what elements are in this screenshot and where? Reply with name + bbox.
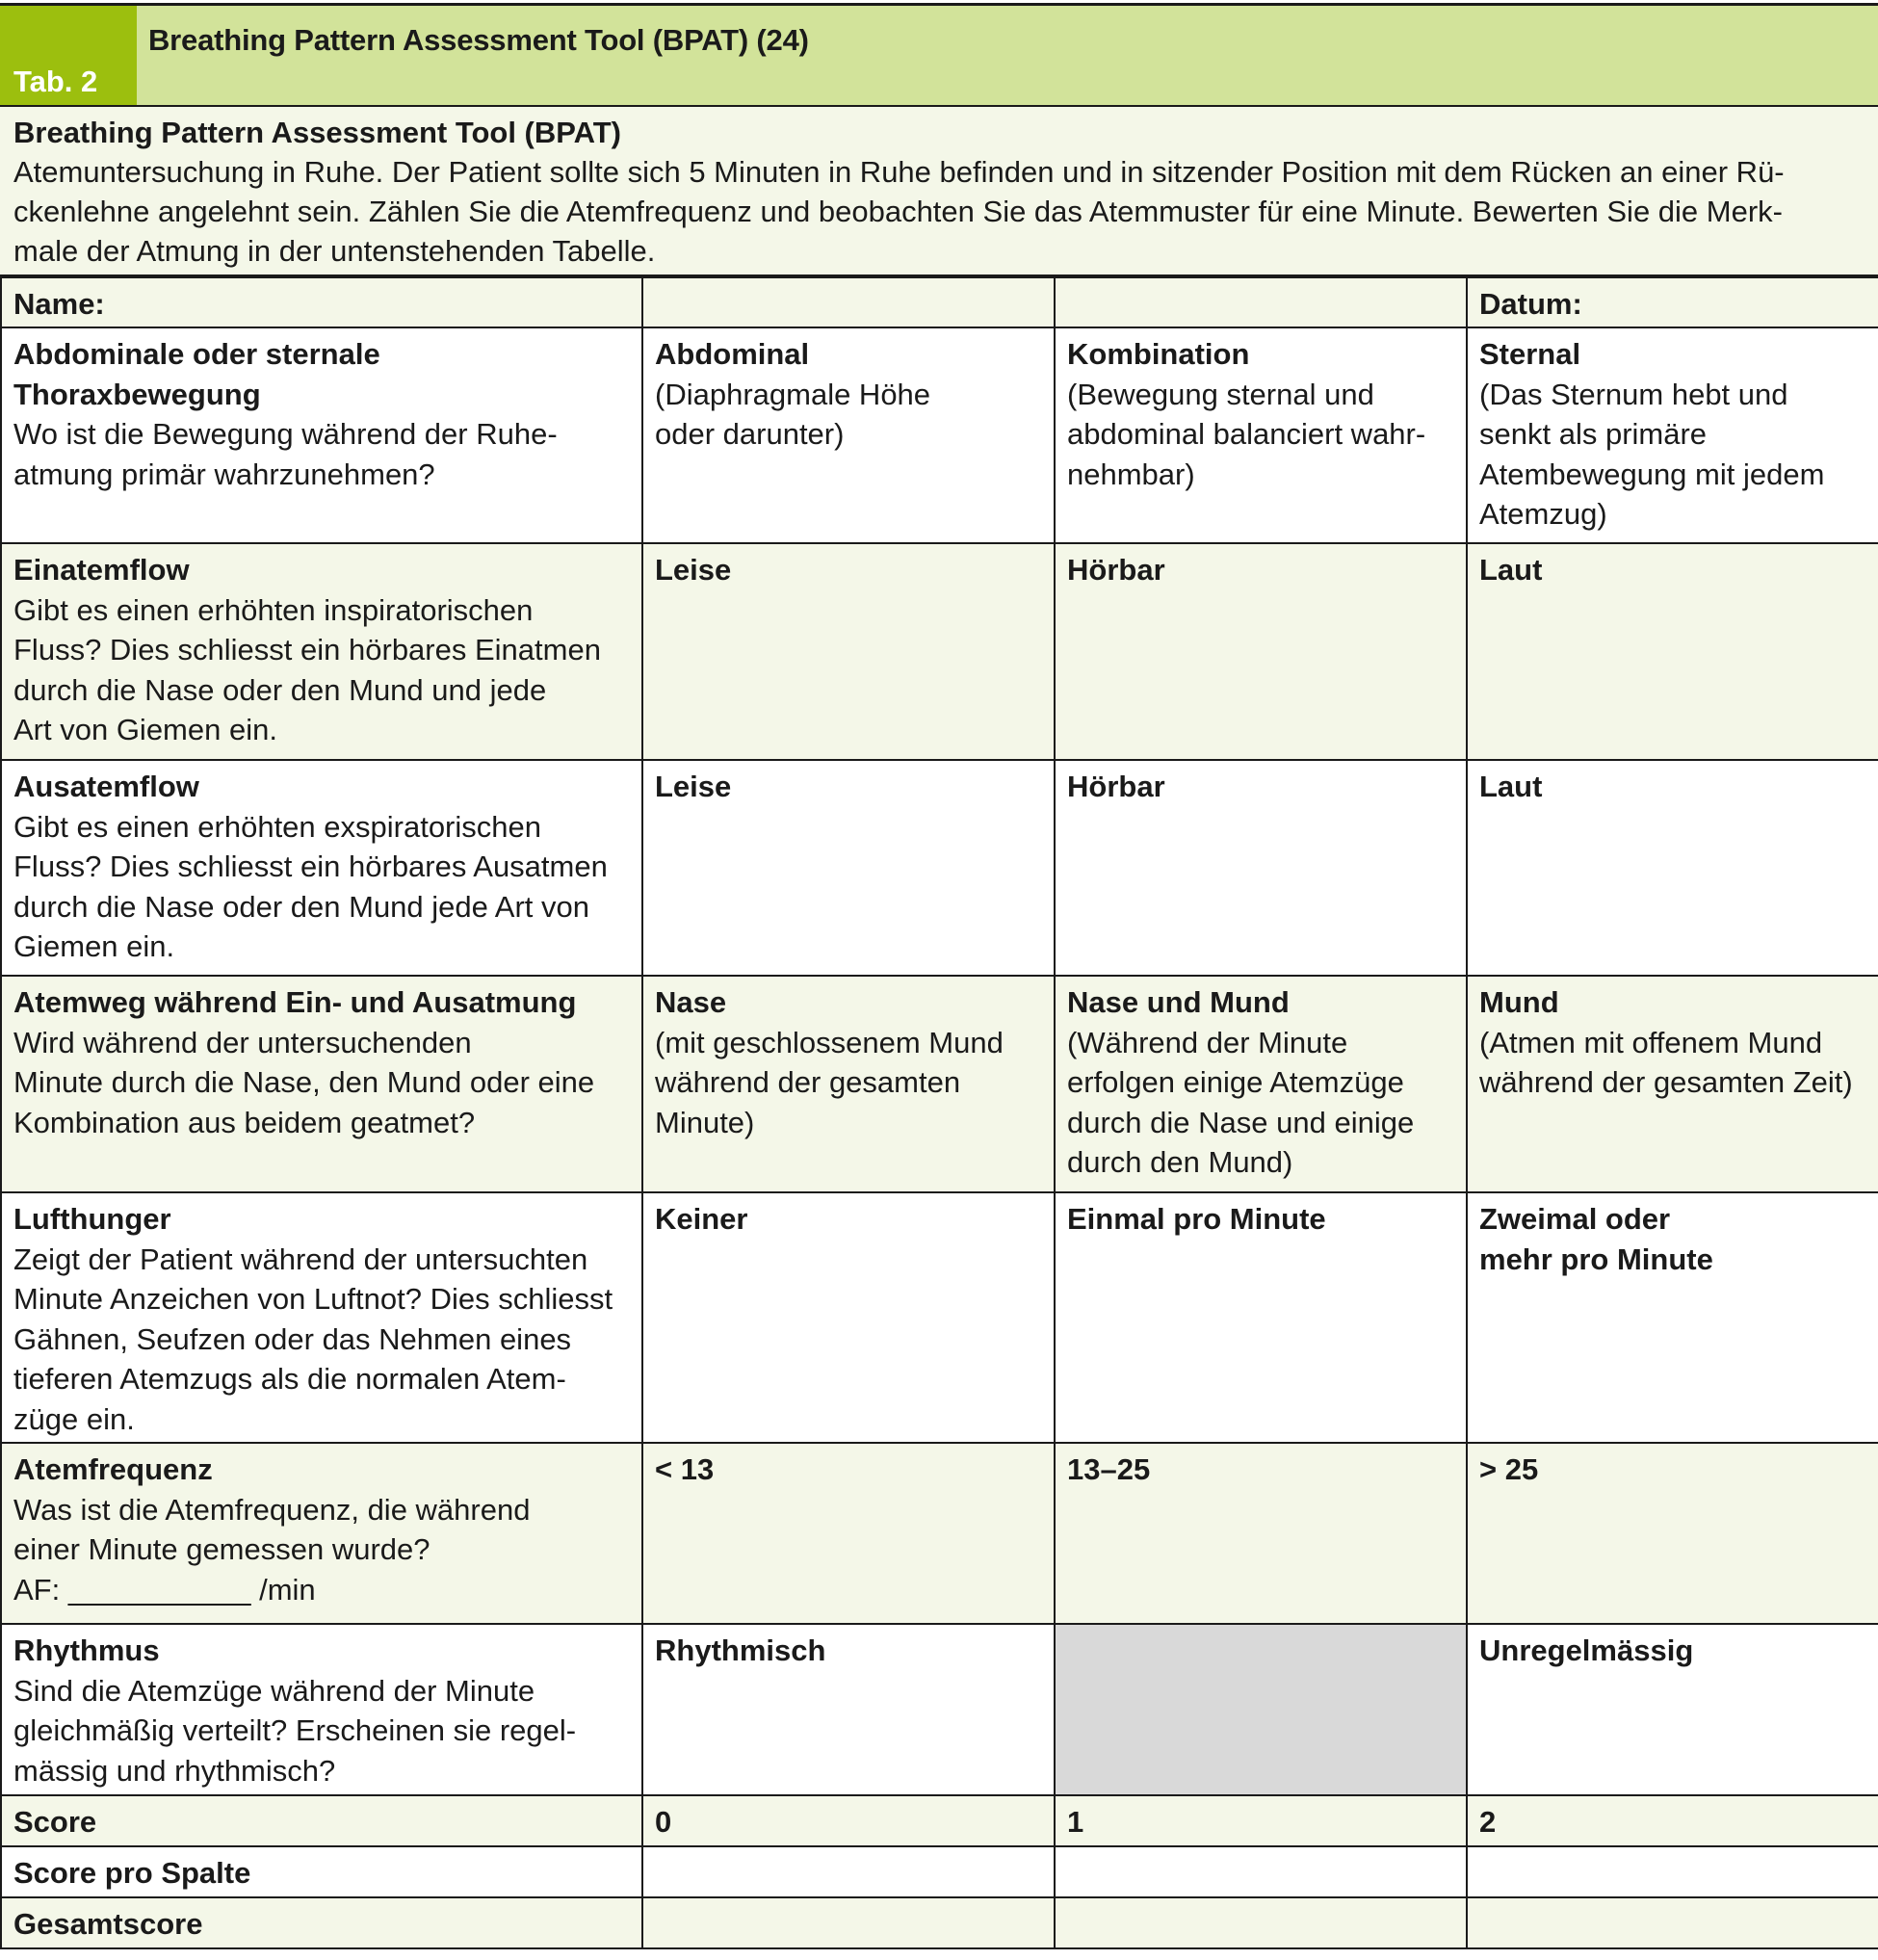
table-row xyxy=(1,760,1878,976)
option-title: Laut xyxy=(1479,553,1543,587)
criterion-desc-line: züge ein. xyxy=(13,1401,135,1436)
criterion-cell xyxy=(1,327,642,543)
name-label: Name: xyxy=(13,287,105,321)
score-per-column-input[interactable] xyxy=(642,1846,1055,1897)
option-title: Nase und Mund xyxy=(1067,985,1290,1019)
table-row xyxy=(1,1192,1878,1443)
option-title: Leise xyxy=(655,553,732,587)
criterion-title: Atemfrequenz xyxy=(13,1452,213,1486)
criterion-cell xyxy=(1,543,642,760)
table-title: Breathing Pattern Assessment Tool (BPAT) (24) xyxy=(137,6,1878,105)
criterion-desc-line: Giemen ein. xyxy=(13,929,175,963)
score-0-option[interactable] xyxy=(642,1443,1055,1624)
criterion-title: Atemweg während Ein- und Ausatmung xyxy=(13,985,577,1019)
option-desc-line: (Diaphragmale Höhe xyxy=(655,377,931,411)
criterion-desc-line: Kombination aus beidem geatmet? xyxy=(13,1105,476,1139)
option-desc-line: (Während der Minute xyxy=(1067,1025,1348,1059)
criterion-desc-line: tieferen Atemzugs als die normalen Atem- xyxy=(13,1362,566,1396)
score-0-option[interactable] xyxy=(642,1624,1055,1795)
score-per-column-label: Score pro Spalte xyxy=(13,1856,251,1890)
score-0-option[interactable] xyxy=(642,760,1055,976)
criterion-title: Einatemflow xyxy=(13,553,190,587)
total-score-input[interactable] xyxy=(1467,1897,1878,1948)
option-title: Einmal pro Minute xyxy=(1067,1202,1326,1236)
option-title: Hörbar xyxy=(1067,553,1165,587)
option-title: Abdominal xyxy=(655,337,810,371)
criterion-cell xyxy=(1,1624,642,1795)
criterion-desc-line: Zeigt der Patient während der untersuchten xyxy=(13,1241,588,1276)
total-score-label-cell xyxy=(1,1897,642,1948)
score-value: 0 xyxy=(655,1805,672,1839)
option-desc-line: während der gesamten xyxy=(655,1065,961,1099)
score-2-option[interactable] xyxy=(1467,1192,1878,1443)
total-score-label: Gesamtscore xyxy=(13,1907,203,1941)
score-row xyxy=(1,1795,1878,1846)
criterion-cell xyxy=(1,976,642,1192)
criterion-desc-line: durch die Nase oder den Mund und jede xyxy=(13,672,547,707)
criterion-desc-line: durch die Nase oder den Mund jede Art von xyxy=(13,889,589,924)
score-per-column-row xyxy=(1,1846,1878,1897)
score-1-option[interactable] xyxy=(1055,1443,1467,1624)
criterion-desc-line: Gähnen, Seufzen oder das Nehmen eines xyxy=(13,1321,572,1356)
option-desc-line: während der gesamten Zeit) xyxy=(1479,1065,1853,1099)
date-label: Datum: xyxy=(1479,287,1582,321)
intro-text-line: male der Atmung in der untenstehenden Tabelle. xyxy=(13,234,656,268)
score-0-option[interactable] xyxy=(642,976,1055,1192)
criterion-desc-line: Gibt es einen erhöhten exspiratorischen xyxy=(13,809,541,844)
intro-text-line: Atemuntersuchung in Ruhe. Der Patient sollte sich 5 Minuten in Ruhe befinden und in sitzender Position mit dem Rücken an einer Rü- xyxy=(13,155,1785,189)
criterion-desc-line: einer Minute gemessen wurde? xyxy=(13,1532,430,1566)
intro-text-line: ckenlehne angelehnt sein. Zählen Sie die Atemfrequenz und beobachten Sie das Atemmuster für eine Minute. Bewerten Sie die Merk- xyxy=(13,195,1783,228)
option-title: 13–25 xyxy=(1067,1452,1151,1486)
intro-heading: Breathing Pattern Assessment Tool (BPAT) xyxy=(13,116,621,149)
score-per-column-input[interactable] xyxy=(1055,1846,1467,1897)
score-1-option[interactable] xyxy=(1055,543,1467,760)
option-title: Keiner xyxy=(655,1202,748,1236)
score-value: 2 xyxy=(1479,1805,1497,1839)
score-0-option[interactable] xyxy=(642,543,1055,760)
score-1-option[interactable] xyxy=(1055,327,1467,543)
option-title: Hörbar xyxy=(1067,770,1165,803)
option-desc-line: oder darunter) xyxy=(655,417,845,451)
criterion-cell xyxy=(1,1192,642,1443)
criterion-desc-line: Art von Giemen ein. xyxy=(13,713,277,746)
option-title: > 25 xyxy=(1479,1452,1539,1486)
score-2-option[interactable] xyxy=(1467,1443,1878,1624)
criterion-title: Rhythmus xyxy=(13,1633,160,1667)
option-desc-line: senkt als primäre xyxy=(1479,417,1708,451)
option-title: Laut xyxy=(1479,770,1543,803)
date-cell[interactable] xyxy=(1467,277,1878,327)
score-2-option[interactable] xyxy=(1467,976,1878,1192)
criterion-desc-line: Minute Anzeichen von Luftnot? Dies schliesst xyxy=(13,1282,613,1316)
score-value: 1 xyxy=(1067,1805,1084,1839)
score-2-option[interactable] xyxy=(1467,327,1878,543)
option-title: < 13 xyxy=(655,1452,715,1486)
criterion-title: Lufthunger xyxy=(13,1202,171,1236)
score-value-cell xyxy=(642,1795,1055,1846)
criterion-desc-line: Fluss? Dies schliesst ein hörbares Ausatmen xyxy=(13,849,608,883)
empty-cell xyxy=(1055,277,1467,327)
criterion-desc-line: Wird während der untersuchenden xyxy=(13,1025,472,1059)
option-title: Zweimal oder xyxy=(1479,1202,1671,1236)
option-desc-line: (Atmen mit offenem Mund xyxy=(1479,1025,1823,1059)
option-desc-line: erfolgen einige Atemzüge xyxy=(1067,1065,1404,1099)
intro-section xyxy=(0,107,1878,276)
criterion-cell xyxy=(1,1443,642,1624)
criterion-desc-line: Wo ist die Bewegung während der Ruhe- xyxy=(13,417,558,451)
table-title-bar xyxy=(0,3,1878,107)
tab-number-label: Tab. 2 xyxy=(0,6,137,105)
score-value-cell xyxy=(1055,1795,1467,1846)
criterion-desc-line: atmung primär wahrzunehmen? xyxy=(13,457,435,491)
name-date-row xyxy=(1,277,1878,327)
option-desc-line: Atembewegung mit jedem xyxy=(1479,457,1825,491)
criterion-desc-line: Gibt es einen erhöhten inspiratorischen xyxy=(13,592,534,627)
assessment-table xyxy=(0,276,1878,1949)
criterion-desc-line: gleichmäßig verteilt? Erscheinen sie regel- xyxy=(13,1713,577,1747)
option-title: Unregelmässig xyxy=(1479,1633,1694,1667)
option-desc-line: durch die Nase und einige xyxy=(1067,1105,1415,1139)
table-row xyxy=(1,327,1878,543)
score-0-option[interactable] xyxy=(642,327,1055,543)
option-desc-line: abdominal balanciert wahr- xyxy=(1067,417,1426,451)
criterion-title: Abdominale oder sternale Thoraxbewegung xyxy=(13,337,380,411)
option-title: Leise xyxy=(655,770,732,803)
total-score-input[interactable] xyxy=(642,1897,1055,1948)
criterion-cell xyxy=(1,760,642,976)
name-cell[interactable] xyxy=(1,277,642,327)
score-per-column-label-cell xyxy=(1,1846,642,1897)
option-title: Rhythmisch xyxy=(655,1633,826,1667)
score-per-column-input[interactable] xyxy=(1467,1846,1878,1897)
criterion-desc-line: mässig und rhythmisch? xyxy=(13,1753,336,1788)
score-value-cell xyxy=(1467,1795,1878,1846)
total-score-row xyxy=(1,1897,1878,1948)
empty-cell xyxy=(642,277,1055,327)
score-1-option[interactable] xyxy=(1055,1192,1467,1443)
option-title: Nase xyxy=(655,985,727,1019)
table-row xyxy=(1,1624,1878,1795)
criterion-desc-line: Minute durch die Nase, den Mund oder eine xyxy=(13,1065,595,1099)
score-1-option[interactable] xyxy=(1055,976,1467,1192)
score-2-option[interactable] xyxy=(1467,760,1878,976)
option-desc-line: Minute) xyxy=(655,1105,755,1139)
option-desc-line: (Das Sternum hebt und xyxy=(1479,377,1788,411)
option-desc-line: durch den Mund) xyxy=(1067,1145,1293,1179)
table-row xyxy=(1,1443,1878,1624)
score-label: Score xyxy=(13,1805,97,1839)
option-desc-line: nehmbar) xyxy=(1067,457,1195,491)
option-desc-line: (Bewegung sternal und xyxy=(1067,377,1374,411)
score-1-option[interactable] xyxy=(1055,760,1467,976)
respiratory-rate-field[interactable]: AF: ___________ /min xyxy=(13,1572,316,1607)
criterion-title: Ausatemflow xyxy=(13,770,199,803)
option-desc-line: (mit geschlossenem Mund xyxy=(655,1025,1004,1059)
disabled-cell xyxy=(1055,1624,1467,1795)
score-2-option[interactable] xyxy=(1467,1624,1878,1795)
option-title: Sternal xyxy=(1479,337,1581,371)
total-score-input[interactable] xyxy=(1055,1897,1467,1948)
score-label-cell xyxy=(1,1795,642,1846)
table-row xyxy=(1,976,1878,1192)
option-desc-line: Atemzug) xyxy=(1479,497,1607,531)
criterion-desc-line: Was ist die Atemfrequenz, die während xyxy=(13,1492,531,1527)
criterion-desc-line: Fluss? Dies schliesst ein hörbares Einatmen xyxy=(13,633,601,666)
option-title: Mund xyxy=(1479,985,1559,1019)
option-title: Kombination xyxy=(1067,337,1250,371)
option-title: mehr pro Minute xyxy=(1479,1241,1713,1276)
criterion-desc-line: Sind die Atemzüge während der Minute xyxy=(13,1673,535,1708)
table-row xyxy=(1,543,1878,760)
score-2-option[interactable] xyxy=(1467,543,1878,760)
score-0-option[interactable] xyxy=(642,1192,1055,1443)
